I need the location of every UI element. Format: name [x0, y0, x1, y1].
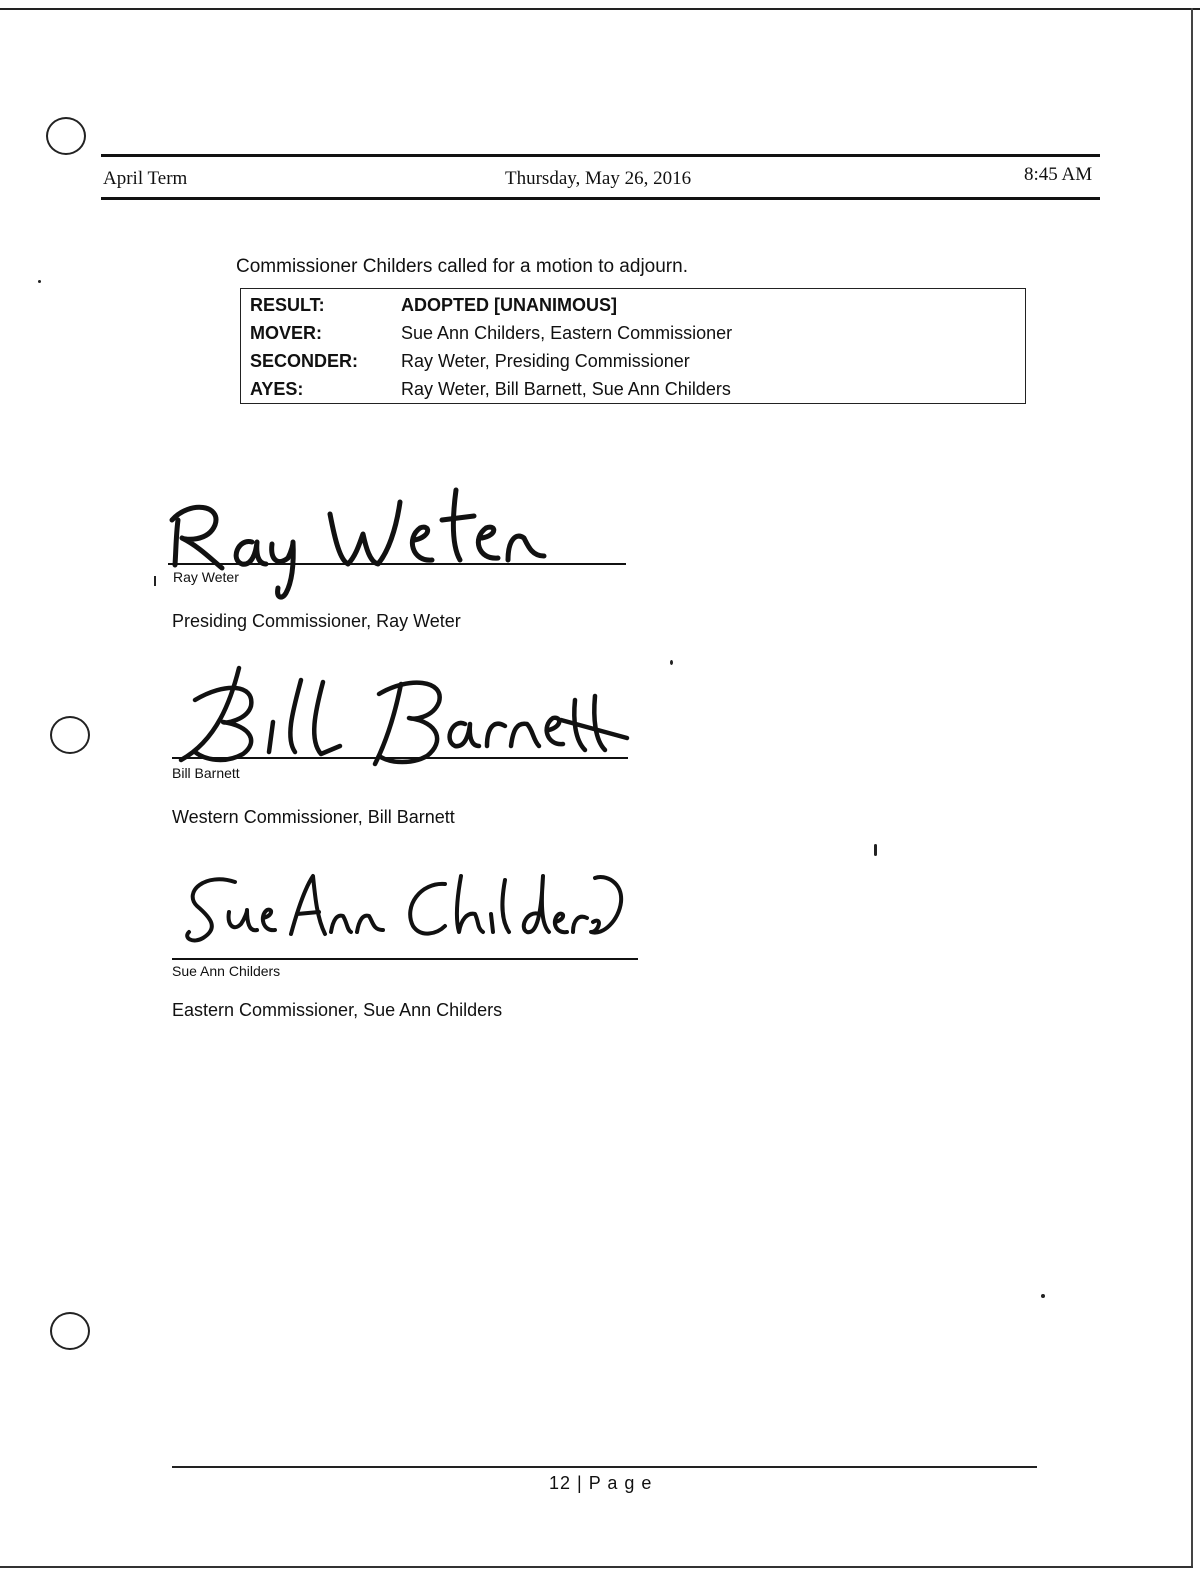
signature-line	[168, 563, 626, 565]
motion-result-table	[240, 288, 1026, 404]
motion-label: RESULT:	[250, 295, 325, 315]
scan-edge-right	[1191, 8, 1193, 1568]
header-rule-bottom	[101, 197, 1100, 200]
motion-row-ayes	[241, 379, 1025, 407]
header-date: Thursday, May 26, 2016	[505, 168, 692, 189]
signature-printed-name: Sue Ann Childers	[172, 963, 281, 979]
scan-mark	[670, 660, 673, 665]
motion-value: Ray Weter, Presiding Commissioner	[401, 351, 690, 371]
signature-line	[172, 958, 638, 960]
header-term: April Term	[103, 168, 188, 189]
signature-title: Presiding Commissioner, Ray Weter	[172, 611, 461, 631]
motion-label: SECONDER:	[250, 351, 359, 371]
footer-rule	[172, 1466, 1037, 1468]
motion-label: AYES:	[250, 379, 304, 399]
signature-ray-weter	[160, 480, 560, 605]
header-time: 8:45 AM	[1024, 164, 1093, 185]
scan-mark	[154, 576, 156, 586]
scan-mark	[874, 844, 877, 856]
page-number: 12 | P a g e	[549, 1473, 653, 1493]
motion-label: MOVER:	[250, 323, 322, 343]
punch-hole-middle	[50, 716, 90, 754]
motion-value: ADOPTED [UNANIMOUS]	[401, 295, 617, 315]
scan-edge-top	[0, 8, 1200, 10]
signature-title: Western Commissioner, Bill Barnett	[172, 807, 455, 827]
intro-text: Commissioner Childers called for a motion to adjourn.	[236, 256, 688, 277]
motion-value: Sue Ann Childers, Eastern Commissioner	[401, 323, 733, 343]
motion-row-mover	[241, 323, 1025, 351]
signature-sue-ann-childers	[175, 862, 635, 957]
motion-row-seconder	[241, 351, 1025, 379]
motion-value: Ray Weter, Bill Barnett, Sue Ann Childers	[401, 379, 731, 399]
signature-title: Eastern Commissioner, Sue Ann Childers	[172, 1000, 503, 1020]
motion-row-result	[241, 295, 1025, 323]
punch-hole-bottom	[50, 1312, 90, 1350]
signature-line	[172, 757, 628, 759]
scan-edge-bottom	[0, 1566, 1193, 1568]
scan-mark	[1041, 1294, 1045, 1298]
scan-mark	[38, 280, 41, 283]
signature-printed-name: Bill Barnett	[172, 765, 240, 781]
header-rule-top	[101, 154, 1100, 157]
punch-hole-top	[46, 117, 86, 155]
signature-printed-name: Ray Weter	[173, 569, 239, 585]
